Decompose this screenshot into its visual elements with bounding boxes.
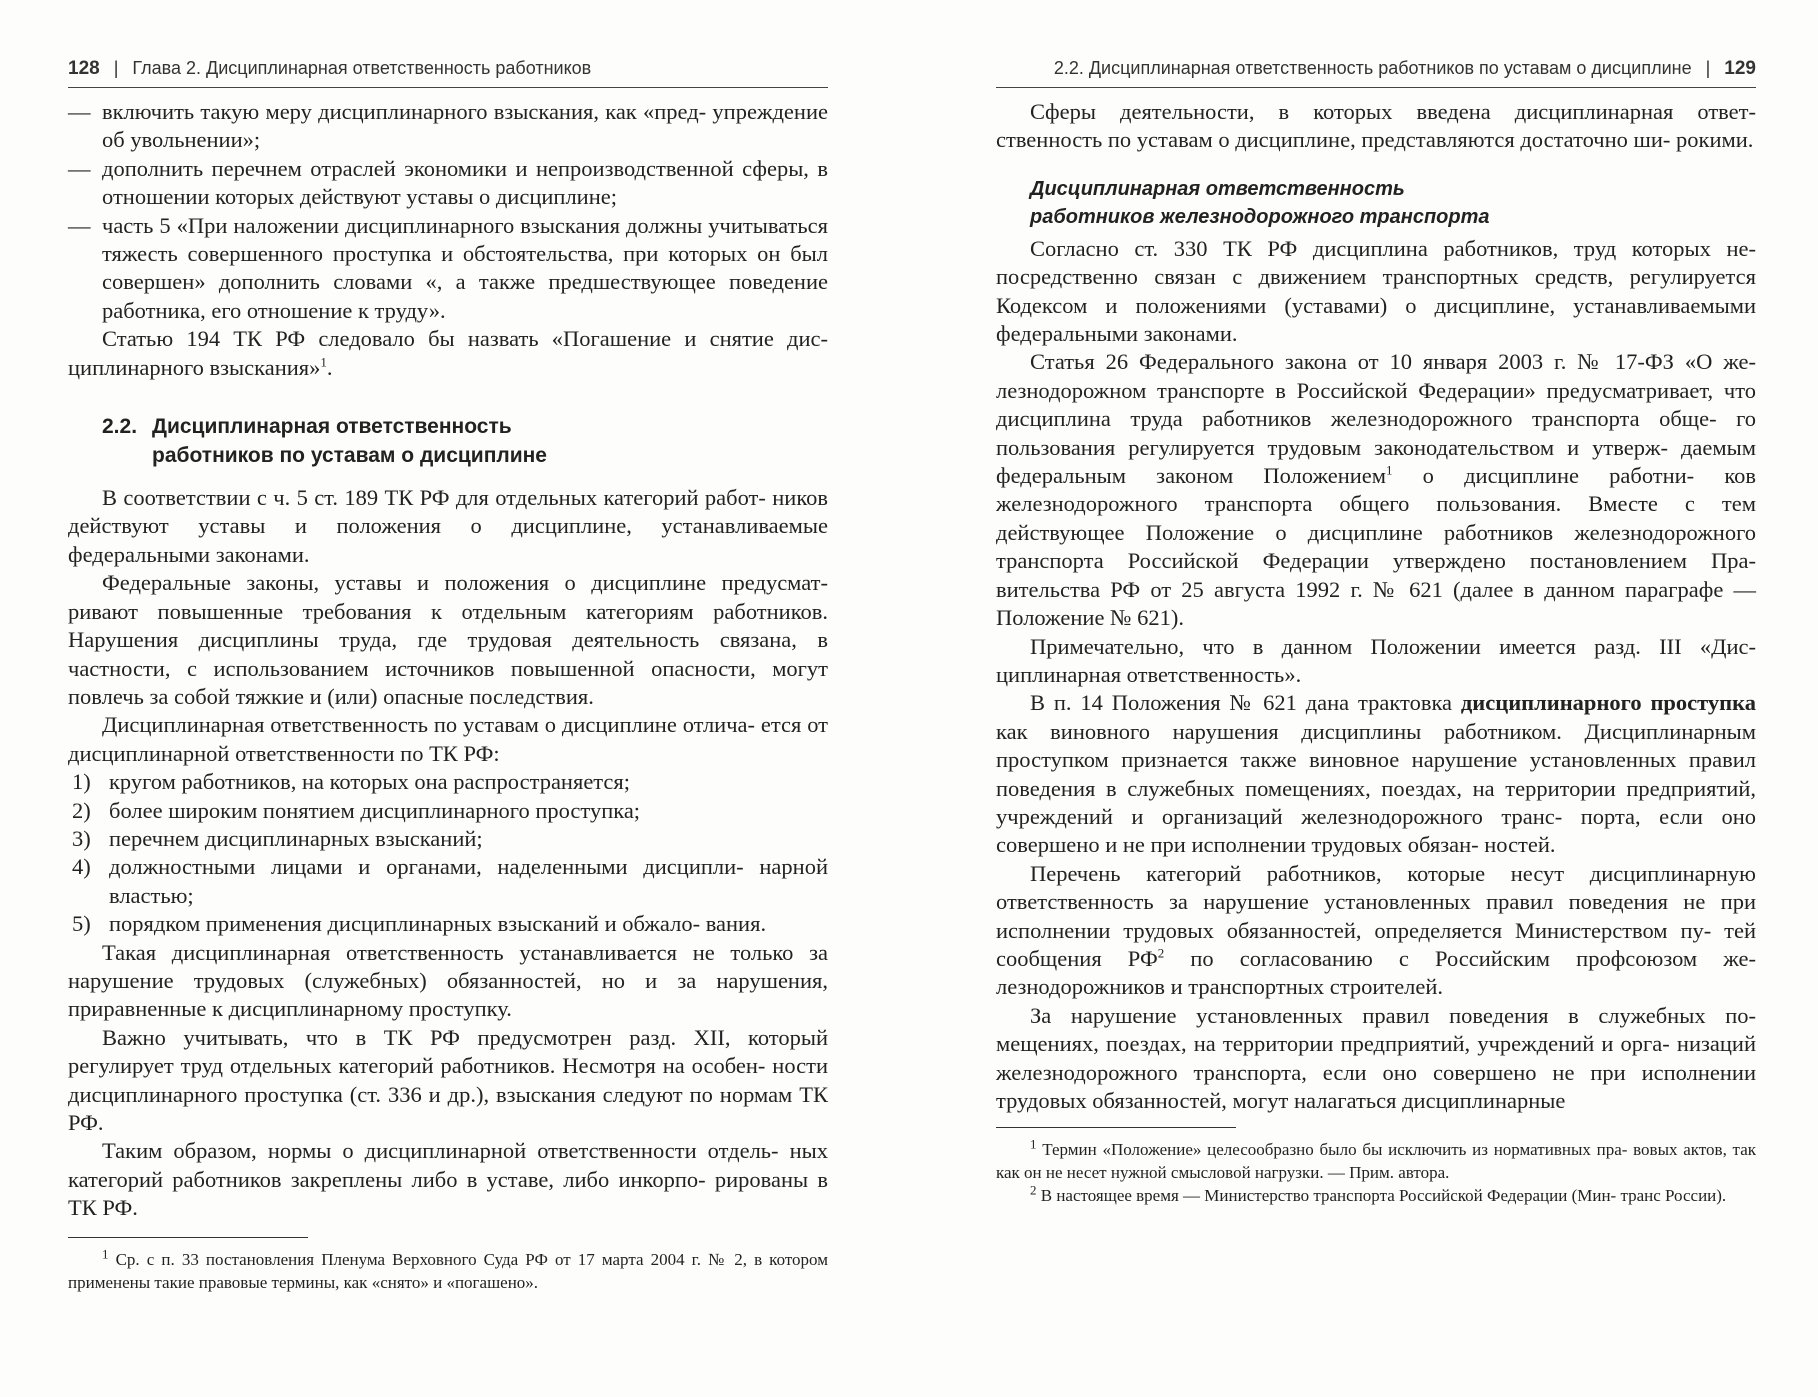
item-text: перечнем дисциплинарных взысканий; — [109, 825, 483, 851]
subheading: Дисциплинарная ответственность работников железнодорожного транспорта — [1030, 177, 1490, 228]
list-item — [68, 98, 828, 155]
section-title: Дисциплинарная ответственность работников по уставам о дисциплине — [152, 415, 547, 468]
left-page-number: 128 — [68, 58, 100, 79]
dash-marker: — — [68, 99, 91, 124]
footnote-mark: 1 — [102, 1245, 109, 1261]
footnote-ref: 2 — [1157, 945, 1165, 961]
numbered-item — [68, 853, 828, 910]
paragraph: Статью 194 ТК РФ следовало бы назвать «Погашение и снятие дис- циплинарного взыскания»$^1$. — [68, 326, 828, 380]
footnote-ref: 1 — [1386, 462, 1393, 478]
paragraph: Перечень категорий работников, которые несут дисциплинарную ответственность за нарушение установленных правил поведения не при исполнении трудовых обязанностей, определяется Министерством пу- тей сообщения $РФ^2$ по согласованию с Российским профсоюзом же- лезнодорожников и транспортных строителей. — [996, 860, 1756, 1000]
section-number: 2.2. — [102, 415, 138, 439]
footnote-text: В настоящее время — Министерство транспорта Российской Федерации (Мин- транс России). — [1040, 1186, 1727, 1206]
item-number: 5) — [72, 911, 91, 937]
item-text: более широким понятием дисциплинарного проступка; — [109, 797, 641, 823]
footnote — [68, 1245, 828, 1294]
footnote — [996, 1184, 1756, 1207]
footnote-mark: 1 — [1030, 1136, 1037, 1152]
item-number: 3) — [72, 825, 91, 851]
numbered-item — [68, 768, 828, 796]
paragraph: Таким образом, нормы о дисциплинарной ответственности отдель- ных категорий работников закреплены либо в уставе, либо инкорпо- рированы в ТК РФ. — [68, 1138, 828, 1221]
item-text: должностными лицами и органами, наделенными дисципли- нарной властью; — [109, 854, 828, 908]
paragraph: Дисциплинарная ответственность по уставам о дисциплине отлича- ется от дисциплинарной ответственности по ТК РФ: — [68, 712, 828, 766]
item-number: 1) — [72, 769, 91, 795]
paragraph: Согласно ст. 330 ТК РФ дисциплина работников, труд которых не- посредственно связан с движением транспортных средств, регулируется Кодексом и положениями (уставами) о дисциплине, устанавливаемыми федеральными законами. — [996, 235, 1756, 347]
paragraph: Федеральные законы, уставы и положения о дисциплине предусмат- ривают повышенные требования к отдельным категориям работников. Нарушения дисциплины труда, где трудовая деятельность связана, в частности, с использованием источников повышенной опасности, могут повлечь за собой тяжкие и (или) опасные последствия. — [68, 570, 828, 709]
footnote-rule — [68, 1237, 308, 1238]
list-item-text: дополнить перечнем отраслей экономики и непроизводственной сферы, в отношении которых действуют уставы о дисциплине; — [102, 155, 828, 210]
footnote-text: Ср. с п. 33 постановления Пленума Верховного Суда РФ от 17 марта 2004 г. № 2, в котором применены такие правовые термины, как «снято» и «погашено». — [68, 1249, 828, 1292]
list-item — [68, 155, 828, 212]
left-running-head — [68, 58, 828, 88]
item-text: кругом работников, на которых она распространяется; — [109, 769, 631, 795]
paragraph: Важно учитывать, что в ТК РФ предусмотрен разд. XII, который регулирует труд отдельных категорий работников. Несмотря на особен- ности дисциплинарного проступка (ст. 336 и др.), взыскания следуют по нормам ТК РФ. — [68, 1024, 828, 1135]
paragraph: Статья 26 Федерального закона от 10 января 2003 г. № 17-ФЗ «О же- лезнодорожном транспорте в Российской Федерации» предусматривает, что дисциплина труда работников железнодорожного транспорта обще- го пользования регулируется трудовым законодательством и утверж- даемым федеральным законом Положением$^1$ о дисциплине работни- ков железнодорожного транспорта общего пользования. Вместе с тем действующее Положение о дисциплине работников железнодорожного транспорта Российской Федерации утверждено постановлением Пра- вительства РФ от 25 августа 1992 г. № 621 (далее в данном параграфе — Положение № 621). — [996, 349, 1756, 631]
list-item — [68, 212, 828, 326]
numbered-item — [68, 797, 828, 825]
numbered-item — [68, 910, 828, 938]
head-separator: | — [1705, 58, 1711, 78]
paragraph: Сферы деятельности, в которых введена дисциплинарная ответ- ственность по уставам о дисциплине, представляются достаточно ши- рокими. — [996, 99, 1756, 153]
paragraph: Примечательно, что в данном Положении имеется разд. III «Дис- циплинарная ответственность». — [996, 633, 1756, 687]
head-separator: | — [113, 58, 119, 78]
paragraph: В соответствии с ч. 5 ст. 189 ТК РФ для отдельных категорий работ- ников действуют уставы и положения о дисциплине, устанавливаемые федеральными законами. — [68, 485, 828, 567]
section-heading — [102, 412, 828, 470]
dash-marker: — — [68, 212, 91, 238]
bold-term: дисциплинарного проступка — [1460, 690, 1757, 716]
paragraph: За нарушение установленных правил поведения в служебных по- мещениях, поездах, на территории предприятий, учреждений и орга- низаций железнодорожного транспорта, если оно совершено не при исполнении трудовых обязанностей, могут налагаться дисциплинарные — [996, 1002, 1756, 1113]
item-number: 2) — [72, 797, 91, 823]
right-page — [996, 58, 1756, 1207]
footnote — [996, 1138, 1756, 1184]
item-number: 4) — [72, 854, 91, 880]
right-section-title: 2.2. Дисциплинарная ответственность работников по уставам о дисциплине — [1053, 58, 1692, 78]
item-text: порядком применения дисциплинарных взысканий и обжало- вания. — [109, 911, 767, 937]
footnote-text: Термин «Положение» целесообразно было бы исключить из нормативных пра- вовых актов, так как он не несет нужной смысловой нагрузки. — Прим. автора. — [996, 1140, 1756, 1183]
list-item-text: включить такую меру дисциплинарного взыскания, как «пред- упреждение об увольнении»; — [102, 99, 828, 153]
footnote-rule — [996, 1127, 1236, 1128]
numbered-item — [68, 825, 828, 853]
list-item-text: часть 5 «При наложении дисциплинарного взыскания должны учитываться тяжесть совершенного проступка и обстоятельства, при которых он был совершен» дополнить словами «, а также предшествующее поведение работника, его отношение к труду». — [102, 212, 828, 323]
paragraph: Такая дисциплинарная ответственность устанавливается не только за нарушение трудовых (служебных) обязанностей, но и за нарушения, приравненные к дисциплинарному проступку. — [68, 939, 828, 1022]
right-page-number: 129 — [1724, 58, 1756, 79]
footnote-mark: 2 — [1030, 1182, 1037, 1198]
dash-marker: — — [68, 155, 91, 181]
left-page — [68, 58, 828, 1294]
left-chapter-title: Глава 2. Дисциплинарная ответственность работников — [132, 58, 592, 78]
right-running-head — [996, 58, 1756, 88]
paragraph: В п. 14 Положения № 621 дана трактовка дисциплинарного проступка как виновного нарушения дисциплины работником. Дисциплинарным проступком признается также виновное нарушение установленных правил поведения в служебных помещениях, поездах, на территории предприятий, учреждений и организаций железнодорожного транс- порта, если оно совершено и не при исполнении трудовых обязан- ностей. — [996, 690, 1757, 858]
footnote-ref: 1 — [320, 354, 327, 370]
